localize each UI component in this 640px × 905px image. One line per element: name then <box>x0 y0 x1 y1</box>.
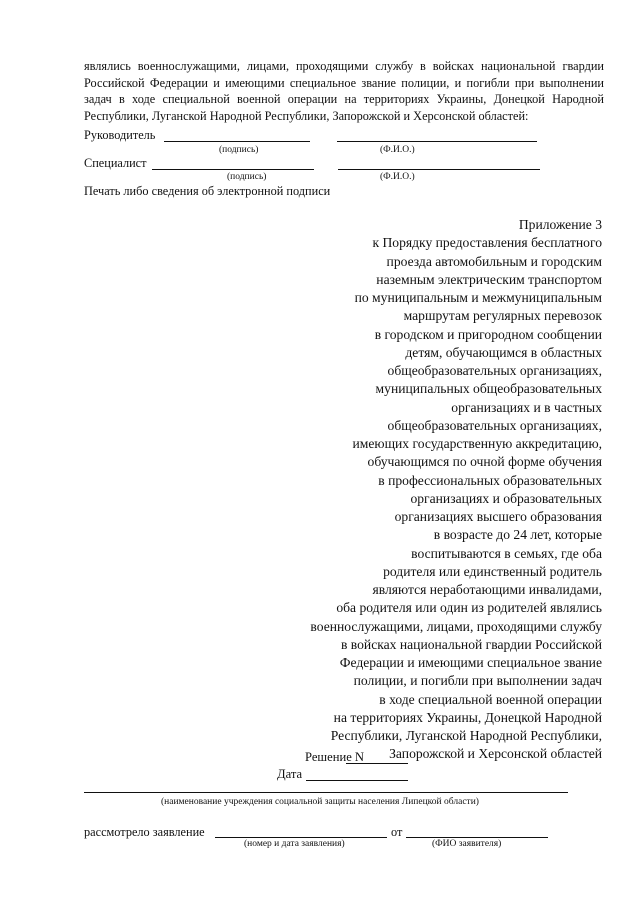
appendix-line: организациях и в частных <box>451 399 602 415</box>
appendix-line: в войсках национальной гвардии Российской <box>340 636 602 652</box>
appendix-line: общеобразовательных организациях, <box>387 417 602 433</box>
appendix-line: маршрутам регулярных перевозок <box>403 308 602 324</box>
decision-date-label: Дата <box>277 767 303 781</box>
application-number-line[interactable] <box>215 837 387 838</box>
appendix-line: оба родителя или один из родителей являлись <box>336 600 602 616</box>
appendix-line: на территориях Украины, Донецкой Народной <box>333 709 602 725</box>
appendix-line: Запорожской и Херсонской областей <box>389 746 602 762</box>
appendix-line: являются неработающими инвалидами, <box>372 582 602 597</box>
appendix-line: в возрасте до 24 лет, которые <box>433 527 602 543</box>
appendix-line: проезда автомобильным и городским <box>386 253 602 269</box>
appendix-line: к Порядку предоставления бесплатного <box>372 235 602 251</box>
specialist-signature-caption: (подпись) <box>227 172 267 182</box>
specialist-name-line[interactable] <box>338 169 540 170</box>
appendix-title: Приложение 3 <box>518 217 602 232</box>
from-label: от <box>391 825 403 839</box>
appendix-line: в профессиональных образовательных <box>378 472 602 488</box>
decision-date-line[interactable] <box>306 780 408 781</box>
applicant-name-line[interactable] <box>406 837 548 838</box>
intro-paragraph: являлись военнослужащими, лицами, проходящими службу в войсках национальной гвардии Российской Федерации и имеющими специальное звание полиции, и погибли при выполнении задач в ходе специальной военной операции на территориях Украины, Донецкой Народной Республики, Луганской Народной Республики, Запорожской и Херсонской областей: <box>84 59 604 123</box>
head-signature-caption: (подпись) <box>219 145 259 155</box>
appendix-line: в городском и пригородном сообщении <box>374 326 602 342</box>
considered-label: рассмотрело заявление <box>84 825 205 839</box>
head-name-caption: (Ф.И.О.) <box>380 145 415 155</box>
appendix-line: полиции, и погибли при выполнении задач <box>353 673 602 689</box>
head-signature-line[interactable] <box>164 141 310 142</box>
appendix-line: организациях высшего образования <box>394 509 602 524</box>
appendix-line: Федерации и имеющими специальное звание <box>339 655 602 670</box>
appendix-line: имеющих государственную аккредитацию, <box>352 436 602 451</box>
appendix-line: Республики, Луганской Народной Республики, <box>330 728 602 743</box>
applicant-caption: (ФИО заявителя) <box>432 839 502 849</box>
specialist-label: Специалист <box>84 156 147 170</box>
appendix-line: организациях и образовательных <box>410 490 602 506</box>
appendix-line: детям, обучающимся в областных <box>405 344 602 360</box>
specialist-signature-line[interactable] <box>152 169 314 170</box>
appendix-line: воспитываются в семьях, где оба <box>411 545 602 561</box>
appendix-line: муниципальных общеобразовательных <box>375 381 602 397</box>
appendix-line: по муниципальным и межмуниципальным <box>354 290 602 305</box>
head-label: Руководитель <box>84 128 156 142</box>
organization-line[interactable] <box>84 792 568 793</box>
decision-number-line[interactable] <box>346 763 408 764</box>
seal-text: Печать либо сведения об электронной подписи <box>84 184 331 198</box>
application-number-caption: (номер и дата заявления) <box>244 839 345 849</box>
appendix-line: военнослужащими, лицами, проходящими службу <box>310 618 602 634</box>
appendix-block <box>242 216 602 764</box>
appendix-line: обучающимся по очной форме обучения <box>367 454 602 470</box>
appendix-line: родителя или единственный родитель <box>383 563 602 579</box>
specialist-name-caption: (Ф.И.О.) <box>380 172 415 182</box>
appendix-line: в ходе специальной военной операции <box>379 691 602 707</box>
decision-number-label: Решение N <box>305 750 365 764</box>
appendix-line: наземным электрическим транспортом <box>376 271 602 287</box>
organization-caption: (наименование учреждения социальной защиты населения Липецкой области) <box>161 797 479 807</box>
appendix-line: общеобразовательных организациях, <box>387 363 602 378</box>
head-name-line[interactable] <box>337 141 537 142</box>
